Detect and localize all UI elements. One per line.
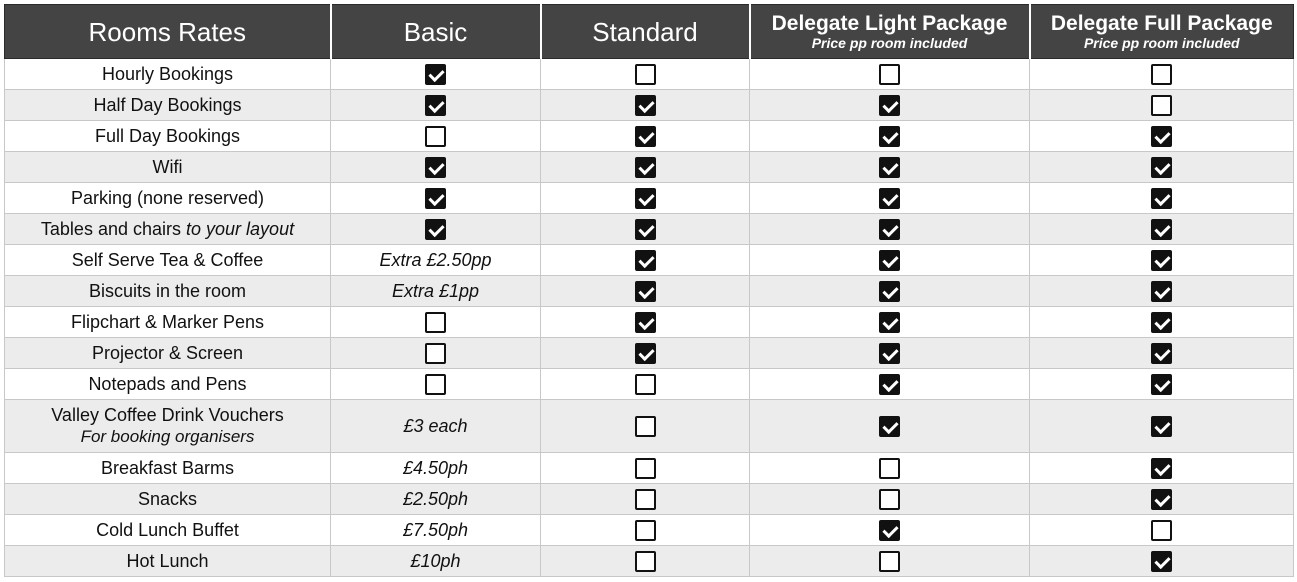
feature-cell [5,338,331,369]
checked-checkbox-icon [635,281,656,302]
light-cell [750,152,1030,183]
standard-cell [541,121,750,152]
full-cell [1030,121,1294,152]
rates-table-container [4,4,1293,578]
feature-label: Parking (none reserved) [70,187,265,208]
table-row [5,338,1294,369]
header-row [5,5,1294,59]
standard-cell [541,484,750,515]
table-row [5,245,1294,276]
feature-cell [5,152,331,183]
basic-cell [331,546,541,577]
feature-cell [5,276,331,307]
full-cell [1030,245,1294,276]
unchecked-checkbox-icon [1151,520,1172,541]
unchecked-checkbox-icon [425,126,446,147]
checked-checkbox-icon [635,188,656,209]
basic-cell [331,453,541,484]
feature-cell [5,369,331,400]
checked-checkbox-icon [1151,374,1172,395]
feature-label: Cold Lunch Buffet [96,519,239,540]
checked-checkbox-icon [879,281,900,302]
full-cell [1030,338,1294,369]
unchecked-checkbox-icon [635,64,656,85]
table-row [5,546,1294,577]
rates-table-body [5,59,1294,577]
feature-label: Projector & Screen [91,342,244,363]
feature-cell [5,59,331,90]
checked-checkbox-icon [879,219,900,240]
light-cell [750,214,1030,245]
table-row [5,59,1294,90]
header-basic [331,5,541,59]
checked-checkbox-icon [1151,126,1172,147]
standard-cell [541,183,750,214]
basic-price-text: Extra £1pp [391,280,480,301]
full-cell [1030,400,1294,453]
header-delegate-light [750,5,1030,59]
basic-cell [331,245,541,276]
light-cell [750,183,1030,214]
basic-cell [331,400,541,453]
light-cell [750,484,1030,515]
checked-checkbox-icon [635,250,656,271]
checked-checkbox-icon [879,374,900,395]
room-rates-table [4,4,1294,577]
header-delegate-light-label: Delegate Light Package [771,11,1008,35]
standard-cell [541,90,750,121]
checked-checkbox-icon [425,157,446,178]
unchecked-checkbox-icon [879,64,900,85]
light-cell [750,453,1030,484]
light-cell [750,515,1030,546]
light-cell [750,338,1030,369]
feature-cell [5,121,331,152]
table-row [5,183,1294,214]
unchecked-checkbox-icon [635,551,656,572]
checked-checkbox-icon [879,312,900,333]
feature-cell [5,484,331,515]
checked-checkbox-icon [1151,343,1172,364]
table-row [5,214,1294,245]
light-cell [750,245,1030,276]
header-delegate-full [1030,5,1294,59]
feature-label: Half Day Bookings [93,94,242,115]
header-standard-label: Standard [592,16,698,47]
checked-checkbox-icon [879,250,900,271]
feature-label: Snacks [137,488,198,509]
unchecked-checkbox-icon [425,312,446,333]
unchecked-checkbox-icon [425,343,446,364]
light-cell [750,90,1030,121]
full-cell [1030,546,1294,577]
unchecked-checkbox-icon [879,458,900,479]
unchecked-checkbox-icon [635,520,656,541]
basic-price-text: £4.50ph [402,457,469,478]
standard-cell [541,214,750,245]
checked-checkbox-icon [879,188,900,209]
checked-checkbox-icon [635,95,656,116]
full-cell [1030,214,1294,245]
table-row [5,515,1294,546]
table-row [5,307,1294,338]
basic-price-text: £7.50ph [402,519,469,540]
table-row [5,484,1294,515]
header-standard [541,5,750,59]
standard-cell [541,276,750,307]
standard-cell [541,338,750,369]
feature-cell [5,214,331,245]
light-cell [750,369,1030,400]
feature-cell [5,90,331,121]
header-delegate-full-subtitle: Price pp room included [1083,34,1240,51]
checked-checkbox-icon [425,188,446,209]
unchecked-checkbox-icon [1151,95,1172,116]
table-row [5,121,1294,152]
table-row [5,453,1294,484]
table-row [5,400,1294,453]
checked-checkbox-icon [635,157,656,178]
standard-cell [541,59,750,90]
checked-checkbox-icon [635,343,656,364]
checked-checkbox-icon [425,64,446,85]
checked-checkbox-icon [425,219,446,240]
light-cell [750,121,1030,152]
unchecked-checkbox-icon [635,489,656,510]
checked-checkbox-icon [1151,312,1172,333]
unchecked-checkbox-icon [1151,64,1172,85]
feature-label: Wifi [152,156,183,177]
feature-cell [5,400,331,453]
checked-checkbox-icon [879,343,900,364]
light-cell [750,546,1030,577]
feature-label: Hourly Bookings [101,63,234,84]
standard-cell [541,453,750,484]
feature-label: Tables and chairs [40,218,181,239]
checked-checkbox-icon [1151,281,1172,302]
feature-cell [5,245,331,276]
full-cell [1030,484,1294,515]
unchecked-checkbox-icon [879,551,900,572]
basic-cell [331,484,541,515]
full-cell [1030,276,1294,307]
feature-cell [5,183,331,214]
unchecked-checkbox-icon [635,374,656,395]
basic-price-text: £2.50ph [402,488,469,509]
feature-label: Hot Lunch [126,550,209,571]
standard-cell [541,152,750,183]
header-rooms-rates-label: Rooms Rates [88,16,246,47]
unchecked-checkbox-icon [635,458,656,479]
unchecked-checkbox-icon [635,416,656,437]
checked-checkbox-icon [879,416,900,437]
light-cell [750,276,1030,307]
feature-cell [5,307,331,338]
light-cell [750,59,1030,90]
basic-cell [331,515,541,546]
basic-cell [331,90,541,121]
feature-note: For booking organisers [80,427,255,446]
header-delegate-light-subtitle: Price pp room included [811,34,968,51]
feature-cell [5,546,331,577]
checked-checkbox-icon [1151,250,1172,271]
checked-checkbox-icon [1151,188,1172,209]
unchecked-checkbox-icon [425,374,446,395]
basic-cell [331,276,541,307]
feature-label: Self Serve Tea & Coffee [71,249,264,270]
basic-price-text: £3 each [403,415,468,436]
feature-label: Notepads and Pens [88,373,247,394]
basic-cell [331,338,541,369]
checked-checkbox-icon [879,157,900,178]
checked-checkbox-icon [1151,157,1172,178]
light-cell [750,307,1030,338]
table-row [5,152,1294,183]
checked-checkbox-icon [1151,416,1172,437]
standard-cell [541,515,750,546]
unchecked-checkbox-icon [879,489,900,510]
full-cell [1030,183,1294,214]
basic-cell [331,152,541,183]
standard-cell [541,245,750,276]
standard-cell [541,307,750,338]
full-cell [1030,152,1294,183]
table-row [5,369,1294,400]
feature-label: Biscuits in the room [88,280,247,301]
full-cell [1030,59,1294,90]
table-row [5,90,1294,121]
full-cell [1030,515,1294,546]
header-delegate-full-label: Delegate Full Package [1050,11,1273,35]
basic-cell [331,307,541,338]
light-cell [750,400,1030,453]
basic-cell [331,369,541,400]
standard-cell [541,400,750,453]
standard-cell [541,369,750,400]
feature-label: Breakfast Barms [100,457,235,478]
basic-cell [331,59,541,90]
checked-checkbox-icon [879,95,900,116]
header-rooms-rates [5,5,331,59]
full-cell [1030,369,1294,400]
checked-checkbox-icon [635,219,656,240]
checked-checkbox-icon [1151,458,1172,479]
checked-checkbox-icon [635,312,656,333]
basic-cell [331,121,541,152]
header-basic-label: Basic [403,16,468,47]
table-row [5,276,1294,307]
basic-price-text: £10ph [410,550,461,571]
full-cell [1030,453,1294,484]
checked-checkbox-icon [879,520,900,541]
checked-checkbox-icon [1151,551,1172,572]
checked-checkbox-icon [1151,489,1172,510]
checked-checkbox-icon [635,126,656,147]
feature-label: Full Day Bookings [94,125,241,146]
checked-checkbox-icon [1151,219,1172,240]
full-cell [1030,90,1294,121]
feature-label: Flipchart & Marker Pens [70,311,265,332]
checked-checkbox-icon [425,95,446,116]
basic-price-text: Extra £2.50pp [379,249,492,270]
feature-cell [5,515,331,546]
feature-label: Valley Coffee Drink Vouchers [51,405,284,425]
feature-emphasis: to your layout [186,218,295,239]
checked-checkbox-icon [879,126,900,147]
full-cell [1030,307,1294,338]
basic-cell [331,183,541,214]
basic-cell [331,214,541,245]
feature-cell [5,453,331,484]
standard-cell [541,546,750,577]
